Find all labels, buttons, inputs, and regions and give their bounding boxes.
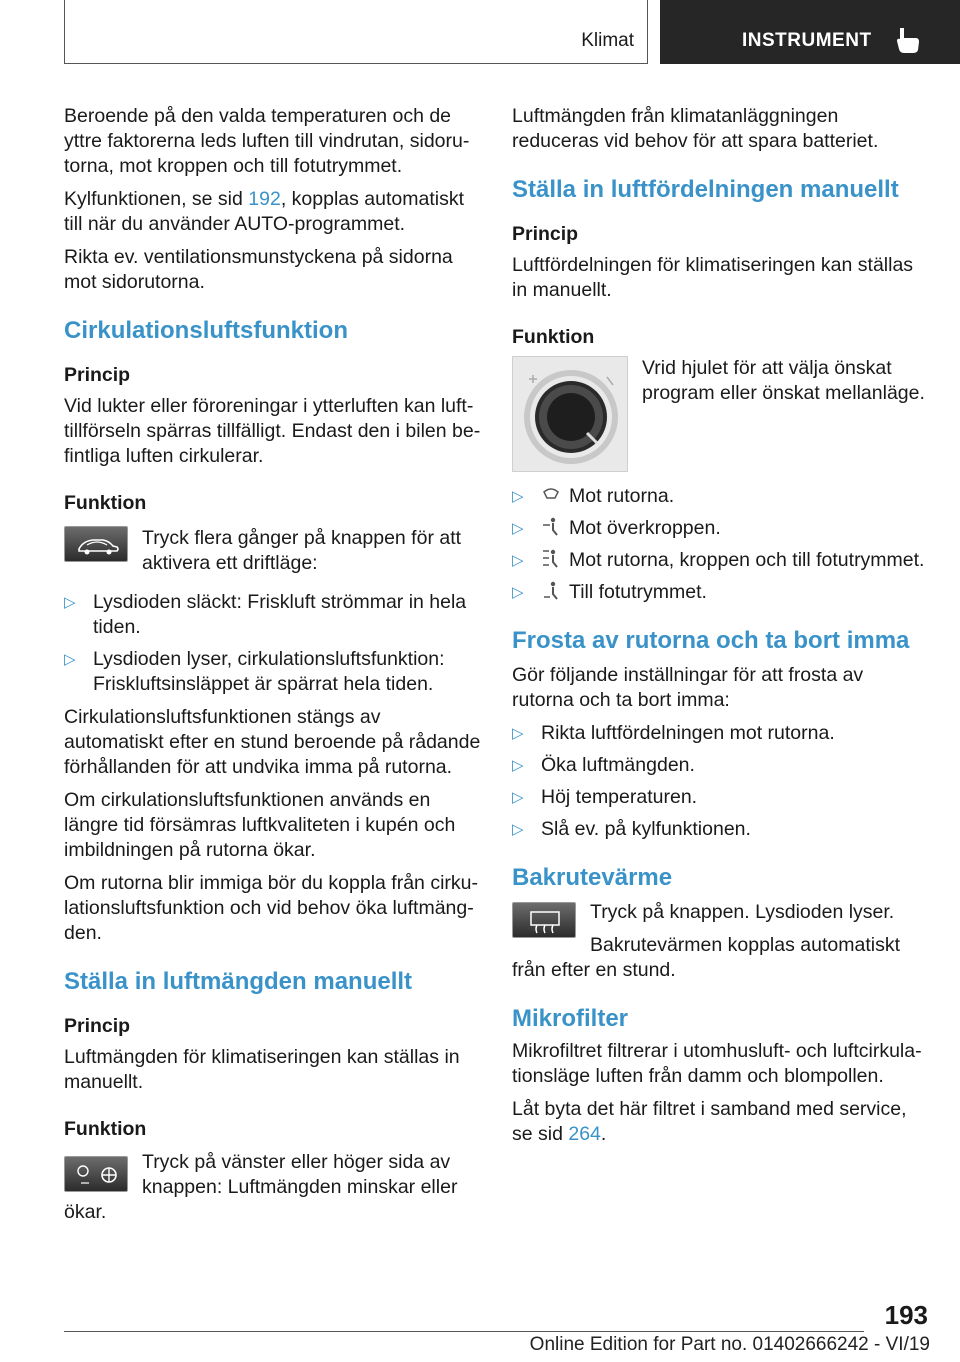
- bullet-list: [512, 484, 930, 605]
- text: Låt byta det här filtret i samband med service, se sid: [512, 1098, 907, 1145]
- list-item-text: Rikta luftfördelningen mot rutorna.: [541, 722, 835, 744]
- list-item: [512, 753, 930, 778]
- paragraph: Tryck på vänster eller höger sida av knappen: Luftmängden minskar eller ökar.: [64, 1151, 458, 1223]
- paragraph: Cirkulationsluftsfunktionen stängs av automatiskt efter en stund beroende på rådande förhållanden för att undvika imma på rutorna.: [64, 706, 481, 778]
- footwell-icon: [541, 580, 561, 600]
- paragraph: Om rutorna blir immiga bör du koppla från cirkulationsluftsfunktion och vid behov öka luftmängden.: [64, 872, 478, 944]
- list-item: [512, 785, 930, 810]
- circulation-instruction: [64, 526, 482, 582]
- list-item-text: Höj temperaturen.: [541, 786, 698, 808]
- air-amount-instruction: [64, 1150, 482, 1225]
- heading-defrost: Frosta av rutorna och ta bort imma: [512, 627, 910, 654]
- bullet-icon: ▷: [512, 789, 524, 806]
- text: , kopplas automatiskt till när du använder AUTO-programmet.: [64, 188, 465, 235]
- paragraph: Gör följande inställningar för att frosta av rutorna och ta bort imma:: [512, 664, 864, 711]
- header-chapter-label: INSTRUMENT: [742, 30, 872, 51]
- paragraph: Tryck flera gånger på knappen för att aktivera ett driftläge:: [142, 527, 462, 574]
- subheading-princip: Princip: [64, 1015, 131, 1037]
- text: Kylfunktionen, se sid: [64, 188, 249, 210]
- distribution-instruction: [512, 356, 930, 472]
- bullet-icon: ▷: [512, 584, 524, 601]
- list-item: [512, 721, 930, 746]
- list-item-text: Mot rutorna.: [569, 485, 675, 507]
- subheading-funktion: Funktion: [64, 1118, 147, 1140]
- paragraph: Rikta ev. ventilationsmunstyckena på sidorna mot sidorutorna.: [64, 246, 453, 293]
- rear-defroster-instruction: [512, 900, 930, 983]
- heading-air-distribution: Ställa in luftfördelningen manuellt: [512, 176, 899, 203]
- list-item-text: Lysdioden lyser, cirkulationsluftsfunktion: Friskluftsinsläppet är spärrat hela tiden.: [93, 648, 445, 695]
- list-item: [512, 484, 930, 509]
- paragraph: Tryck på knappen. Lysdioden lyser.: [590, 901, 895, 923]
- list-item: [512, 548, 930, 573]
- subheading-princip: Princip: [512, 223, 579, 245]
- fan-button-icon: [64, 1156, 128, 1192]
- right-column: [512, 104, 930, 1155]
- heading-circulation: Cirkulationsluftsfunktion: [64, 317, 348, 344]
- bullet-icon: ▷: [512, 725, 524, 742]
- paragraph: Bakrutevärmen kopplas automatiskt från efter en stund.: [512, 934, 900, 981]
- paragraph: Luftfördelningen för klimatiseringen kan ställas in manuellt.: [512, 254, 914, 301]
- subheading-funktion: Funktion: [64, 492, 147, 514]
- bullet-icon: ▷: [512, 488, 524, 505]
- heading-air-amount: Ställa in luftmängden manuellt: [64, 968, 413, 995]
- page-number: 193: [884, 1300, 928, 1330]
- list-item: [512, 817, 930, 842]
- subheading-funktion: Funktion: [512, 326, 595, 348]
- paragraph: Luftmängden från klimatanläggningen reduceras vid behov för att spara batteriet.: [512, 105, 879, 152]
- heading-microfilter: Mikrofilter: [512, 1005, 629, 1032]
- list-item: [64, 647, 482, 697]
- list-item-text: Slå ev. på kylfunktionen.: [541, 818, 751, 840]
- paragraph: Beroende på den valda temperaturen och de yttre faktorerna leds luften till vindrutan, sidorutorna, mot kroppen och till fotutrymmet.: [64, 105, 470, 177]
- list-item: [512, 516, 930, 541]
- list-item: [64, 590, 482, 640]
- paragraph: Luftmängden för klimatiseringen kan ställas in manuellt.: [64, 1046, 460, 1093]
- recirculation-button-icon: [64, 526, 128, 562]
- edition-footer: Online Edition for Part no. 01402666242 - VI/19: [529, 1334, 930, 1355]
- footer-divider: [64, 1331, 864, 1332]
- header-chapter-tab[interactable]: [660, 0, 960, 64]
- paragraph-service: [512, 1097, 930, 1147]
- windshield-body-feet-icon: [541, 548, 561, 568]
- page-link-192[interactable]: 192: [248, 188, 281, 210]
- pointing-hand-icon: [894, 26, 920, 54]
- left-column: [64, 104, 482, 1233]
- text: .: [600, 1123, 607, 1145]
- list-item-text: Mot överkroppen.: [569, 517, 721, 539]
- rear-defrost-button-icon: [512, 902, 576, 938]
- bullet-icon: ▷: [512, 821, 524, 838]
- header-section-label: Klimat: [581, 30, 634, 51]
- paragraph: Mikrofiltret filtrerar i utomhusluft- och luftcirkulationsläge luften från damm och blompollen.: [512, 1040, 922, 1087]
- upper-body-icon: [541, 516, 561, 536]
- bullet-list: [64, 590, 482, 697]
- windshield-icon: [541, 484, 561, 504]
- list-item-text: Lysdioden släckt: Friskluft strömmar in hela tiden.: [93, 591, 467, 638]
- list-item-text: Mot rutorna, kroppen och till fotutrymmet.: [569, 549, 925, 571]
- page-link-264[interactable]: 264: [568, 1123, 601, 1145]
- bullet-icon: ▷: [512, 757, 524, 774]
- paragraph: Vrid hjulet för att välja önskat program eller önskat mellanläge.: [642, 357, 925, 404]
- bullet-icon: ▷: [64, 651, 76, 668]
- bullet-icon: ▷: [64, 594, 76, 611]
- subheading-princip: Princip: [64, 364, 131, 386]
- bullet-list: [512, 721, 930, 842]
- heading-rear-defroster: Bakrutevärme: [512, 864, 673, 891]
- paragraph-cooling: [64, 187, 482, 237]
- paragraph: Om cirkulationsluftsfunktionen används en längre tid försämras luftkvaliteten i kupén och imbildningen på rutorna ökar.: [64, 789, 456, 861]
- distribution-dial-icon: [512, 356, 628, 472]
- list-item: [512, 580, 930, 605]
- paragraph: Vid lukter eller föroreningar i ytterluften kan lufttillförseln spärras tillfälligt. Endast den i bilen befintliga luften cirkulerar.: [64, 395, 481, 467]
- bullet-icon: ▷: [512, 552, 524, 569]
- list-item-text: Öka luftmängden.: [541, 754, 695, 776]
- bullet-icon: ▷: [512, 520, 524, 537]
- list-item-text: Till fotutrymmet.: [569, 581, 707, 603]
